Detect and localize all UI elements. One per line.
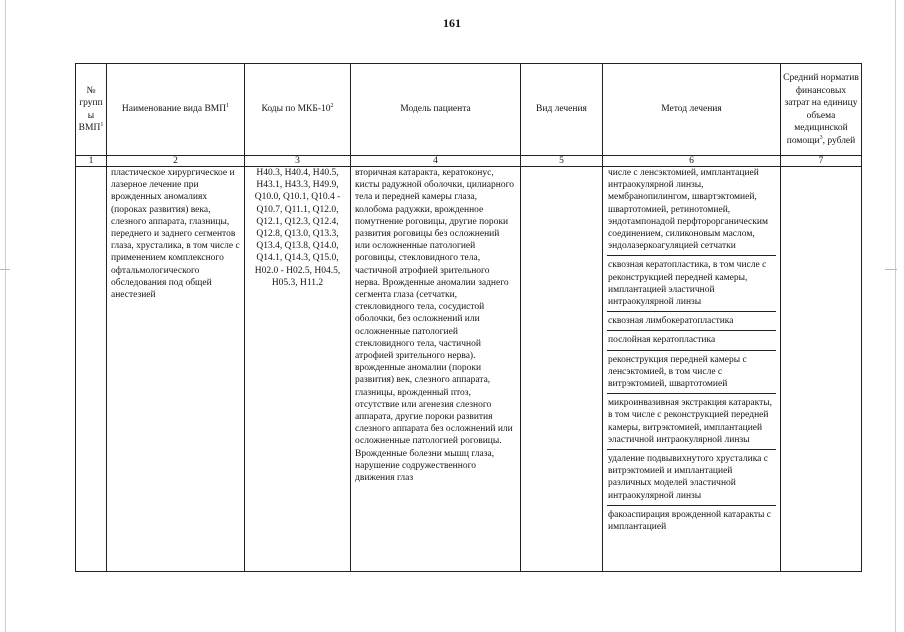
method-item: факоаспирация врожденной катаракты с имплантацией: [607, 505, 776, 536]
cell-patient-model: вторичная катаракта, кератоконус, кисты радужной оболочки, цилиарного тела и передней камеры глаза, колобома радужки, врожденное помутнение роговицы, другие пороки развития роговицы без осложнений или осложненные патологией роговицы, стекловидного тела, частичной атрофией зрительного нерва. Врожденные аномалии заднего сегмента глаза (сетчатки, стекловидного тела, сосудистой оболочки, без осложнений или осложненные патологией стекловидного тела, частичной атрофией зрительного нерва). врожденные аномалии (пороки развития) век, слезного аппарата, глазницы, врожденный птоз, отсутствие или агенезия слезного аппарата, другие пороки развития слезного аппарата без осложнений или осложненные патологией роговицы. Врожденные болезни мышц глаза, нарушение содружественного движения глаз: [351, 167, 521, 572]
scan-edge-right: [895, 0, 896, 632]
page-number: 161: [443, 16, 461, 30]
cell-treatment-methods: [603, 167, 781, 572]
column-number: 5: [521, 156, 603, 167]
header-treatment-type: Вид лечения: [521, 64, 603, 156]
margin-mark-right: [885, 269, 897, 270]
column-number: 3: [245, 156, 351, 167]
method-item: реконструкция передней камеры с ленсэктомией, в том числе с витрэктомией, швартотомией: [607, 350, 776, 394]
column-number-row: [76, 156, 862, 167]
header-average-cost: Средний норматив финансовых затрат на единицу объема медицинской помощи$^3$, рублей: [781, 64, 862, 156]
header-treatment-method: Метод лечения: [603, 64, 781, 156]
header-row: [76, 64, 862, 156]
header-icd-codes: Коды по МКБ-$10^2$: [245, 64, 351, 156]
cell-treatment-type: [521, 167, 603, 572]
cell-vmp-name: пластическое хирургическое и лазерное лечение при врожденных аномалиях (пороках развития) века, слезного аппарата, глазницы, переднего и заднего сегментов глаза, хрусталика, в том числе с применением комплексного офтальмологического обследования под общей анестезией: [107, 167, 245, 572]
vmp-table: [75, 63, 862, 572]
cell-average-cost: [781, 167, 862, 572]
method-item: послойная кератопластика: [607, 330, 776, 349]
header-vmp-name: Наименование вида ВМП$^1$: [107, 64, 245, 156]
method-item: удаление подвывихнутого хрусталика с витрэктомией и имплантацией различных моделей эластичной интраокулярной линзы: [607, 449, 776, 505]
column-number: 7: [781, 156, 862, 167]
method-item: числе с ленсэктомией, имплантацией интраокулярной линзы, мембранопилингом, швартэктомией, швартотомией, ретинотомией, эндотампонадой перфторорганическим соединением, силиконовым маслом, эндолазеркоагуляцией сетчатки: [608, 168, 768, 252]
header-group-number: № групп ы ВМП$^1$: [76, 64, 107, 156]
cell-group-number: [76, 167, 107, 572]
method-item: сквозная лимбокератопластика: [607, 311, 776, 330]
column-number: 1: [76, 156, 107, 167]
method-item: микроинвазивная экстракция катаракты, в том числе с реконструкцией передней камеры, витрэктомией, имплантацией эластичной интраокулярной линзы: [607, 393, 776, 449]
header-patient-model: Модель пациента: [351, 64, 521, 156]
column-number: 4: [351, 156, 521, 167]
cell-icd-codes: H40.3, H40.4, H40.5, H43.1, H43.3, H49.9, Q10.0, Q10.1, Q10.4 - Q10.7, Q11.1, Q12.0, Q12.1, Q12.3, Q12.4, Q12.8, Q13.0, Q13.3, Q13.4, Q13.8, Q14.0, Q14.1, Q14.3, Q15.0, H02.0 - H02.5, H04.5, H05.3, H11.2: [245, 167, 351, 572]
margin-mark-left: [0, 269, 10, 270]
column-number: 6: [603, 156, 781, 167]
column-number: 2: [107, 156, 245, 167]
table-row: [76, 167, 862, 572]
method-item: сквозная кератопластика, в том числе с реконструкцией передней камеры, имплантацией эластичной интраокулярной линзы: [607, 255, 776, 311]
scan-edge-left: [5, 0, 6, 632]
